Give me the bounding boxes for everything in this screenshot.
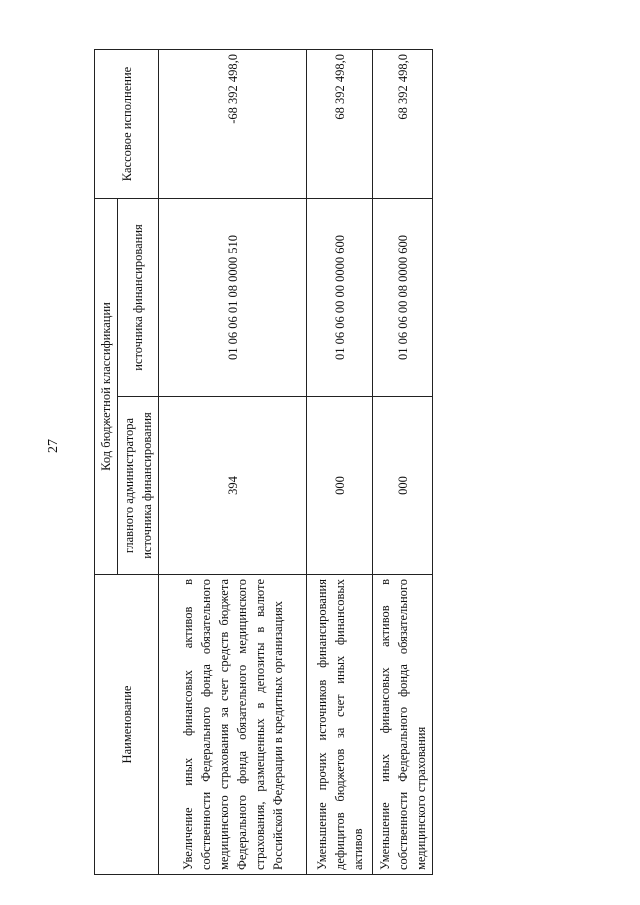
header-source-code: источника финансирования [118,199,159,397]
cash-execution-table [94,49,433,875]
page-number [44,436,64,456]
page-number-text: 27 [46,439,61,453]
header-admin-code: главного администратора источника финансирования [118,397,159,575]
row-source-code: 01 06 06 00 00 0000 600 [307,199,373,397]
row-amount: 68 392 498,0 [373,50,433,199]
table-row [373,50,433,875]
row-name: Уменьшение иных финансовых активов в собственности Федерального фонда обязательного медицинского страхования [373,575,433,875]
row-admin-code: 394 [159,397,307,575]
row-name: Уменьшение прочих источников финансирования дефицитов бюджетов за счет иных финансовых активов [307,575,373,875]
row-source-code: 01 06 06 01 08 0000 510 [159,199,307,397]
row-amount: 68 392 498,0 [307,50,373,199]
table-row [159,50,307,875]
row-name: Увеличение иных финансовых активов в собственности Федерального фонда обязательного медицинского страхования за счет средств бюджета Федерального фонда обязательного медицинского страхования, размещенных в депозиты в валюте Российской Федерации в кредитных организациях [159,575,307,875]
row-source-code: 01 06 06 00 08 0000 600 [373,199,433,397]
header-budget-classification-code: Код бюджетной классификации [95,199,118,575]
table-row [307,50,373,875]
header-cash-execution: Кассовое исполнение [95,50,159,199]
row-admin-code: 000 [373,397,433,575]
header-name: Наименование [95,575,159,875]
row-admin-code: 000 [307,397,373,575]
row-amount: -68 392 498,0 [159,50,307,199]
rotated-table-container [94,50,450,875]
